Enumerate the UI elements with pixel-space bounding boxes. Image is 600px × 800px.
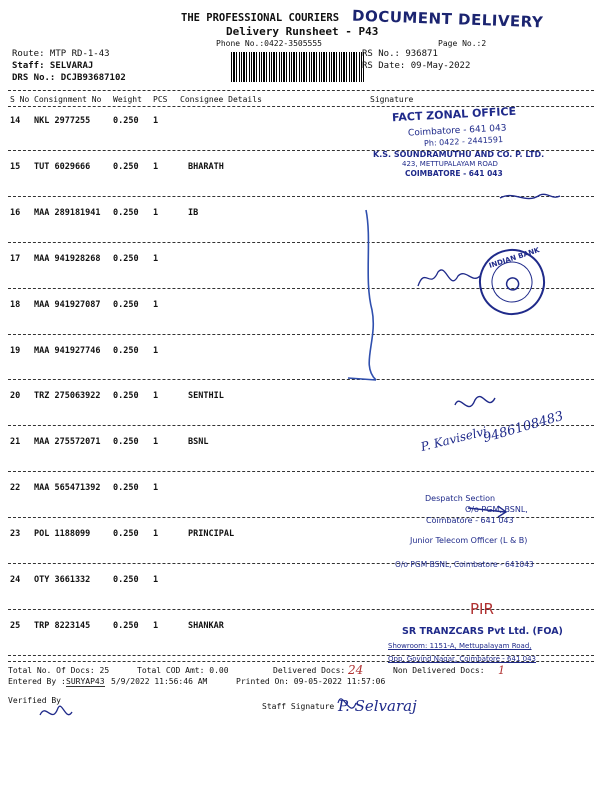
row-consignment-no: MAA 941927087 [34, 299, 101, 310]
fact-office-stamp-city: Coimbatore - 641 043 [407, 123, 507, 139]
handwritten-name: P. Kaviselvi [419, 424, 489, 454]
despatch-stamp-line4: Junior Telecom Officer (L & B) [410, 536, 528, 545]
staff-signature-name: P. Selvaraj [338, 697, 417, 715]
tranzcars-stamp-name: SR TRANZCARS Pvt Ltd. (FOA) [402, 626, 563, 637]
route: Route: MTP RD-1-43 [12, 49, 110, 59]
row-consignee: BSNL [188, 437, 209, 448]
row-consignee: SHANKAR [188, 620, 224, 631]
despatch-stamp-line3: Coimbatore - 641 043 [426, 516, 514, 525]
ks-company-stamp-name: K.S. SOUNDRAMUTHU AND CO. P. LTD. [373, 150, 545, 159]
row-consignment-no: NKL 2977255 [34, 116, 91, 126]
fact-office-stamp-title: FACT ZONAL OFFICE [391, 104, 517, 125]
handwritten-phone: 9486108483 [481, 408, 566, 447]
row-pcs: 1 [153, 483, 159, 494]
row-sno: 18 [10, 299, 21, 310]
row-pcs: 1 [153, 161, 159, 172]
row-consignment-no: MAA 275572071 [34, 437, 101, 448]
col-consignee-details: Consignee Details [180, 95, 262, 104]
row-consignee: BHARATH [188, 161, 224, 172]
phone-number: Phone No.:0422-3505555 [216, 39, 322, 48]
col-pcs: PCS [153, 95, 168, 104]
delivered-docs-value: 24 [348, 663, 364, 677]
row-pcs: 1 [153, 620, 159, 631]
despatch-stamp-line5: O/o PGM BSNL, Coimbatore - 641043 [395, 560, 534, 569]
row-sno: 14 [10, 116, 21, 126]
row-weight: 0.250 [113, 345, 139, 356]
drs-number: DRS No.: DCJB93687102 [12, 73, 126, 83]
footer-top-rule [8, 661, 594, 662]
row-pcs: 1 [153, 575, 159, 585]
verified-signature [40, 706, 72, 715]
fact-office-stamp-phone: Ph: 0422 - 2441591 [423, 134, 504, 149]
row-pcs: 1 [153, 529, 159, 540]
entered-datetime: 5/9/2022 11:56:46 AM [111, 677, 208, 686]
page-number: Page No.:2 [438, 39, 487, 48]
delivery-check-stroke [366, 210, 376, 380]
row-consignment-no: TRZ 275063922 [34, 391, 101, 402]
row-sno: 16 [10, 207, 21, 218]
document-delivery-stamp: DOCUMENT DELIVERY [351, 6, 544, 32]
ks-company-stamp-city: COIMBATORE - 641 043 [405, 169, 503, 178]
verified-by-label: Verified By [8, 696, 61, 705]
row-weight: 0.250 [113, 391, 139, 402]
row-weight: 0.250 [113, 116, 139, 126]
despatch-stamp-line2: O/o PGM, BSNL, [465, 505, 528, 514]
row-pcs: 1 [153, 437, 159, 448]
row-consignment-no: POL 1188099 [34, 529, 91, 540]
row-weight: 0.250 [113, 207, 139, 218]
delivered-docs-label: Delivered Docs: [273, 666, 346, 675]
row-weight: 0.250 [113, 253, 139, 264]
row-weight: 0.250 [113, 161, 139, 172]
row-consignment-no: OTY 3661332 [34, 575, 91, 585]
signature-row17 [418, 270, 480, 286]
row-weight: 0.250 [113, 483, 139, 494]
row-pcs: 1 [153, 345, 159, 356]
tranzcars-stamp-address1: Showroom: 1151-A, Mettupalayam Road, [388, 642, 532, 650]
row-weight: 0.250 [113, 620, 139, 631]
row-sno: 20 [10, 391, 21, 402]
entered-by-label: Entered By : [8, 677, 66, 686]
staff-signature-label: Staff Signature [262, 702, 335, 711]
signature-row20 [455, 397, 495, 407]
row-consignee: SENTHIL [188, 391, 224, 402]
col-signature: Signature [370, 95, 414, 104]
non-delivered-docs-label: Non Delivered Docs: [393, 666, 485, 675]
row-weight: 0.250 [113, 575, 139, 585]
printed-on: Printed On: 09-05-2022 11:57:06 [236, 677, 386, 686]
signature-row15 [500, 194, 560, 198]
row-sno: 21 [10, 437, 21, 448]
row-consignment-no: TRP 8223145 [34, 620, 91, 631]
row-sno: 25 [10, 620, 21, 631]
indian-bank-seal-text: INDIAN BANK [488, 246, 541, 270]
row-weight: 0.250 [113, 437, 139, 448]
row-weight: 0.250 [113, 529, 139, 540]
row-consignment-no: MAA 941927746 [34, 345, 101, 356]
staff-name: Staff: SELVARAJ [12, 61, 94, 71]
row-consignment-no: MAA 565471392 [34, 483, 101, 494]
row-pcs: 1 [153, 299, 159, 310]
runsheet-title: Delivery Runsheet - P43 [226, 25, 379, 38]
row-pcs: 1 [153, 207, 159, 218]
rs-number: RS No.: 936871 [362, 49, 438, 59]
row-sno: 23 [10, 529, 21, 540]
row-weight: 0.250 [113, 299, 139, 310]
row-pcs: 1 [153, 253, 159, 264]
entered-by-user: SURYAP43 [66, 677, 105, 686]
row-consignment-no: MAA 941928268 [34, 253, 101, 264]
tranzcars-stamp-address2: Opp. Govind Nagar, Coimbatore - 641 043 [388, 655, 536, 663]
despatch-stamp-line1: Despatch Section [425, 494, 496, 503]
row-sno: 15 [10, 161, 21, 172]
total-docs: Total No. Of Docs: 25 [8, 666, 110, 675]
row-consignment-no: TUT 6029666 [34, 161, 91, 172]
company-name: THE PROFESSIONAL COURIERS [181, 12, 340, 24]
total-cod: Total COD Amt: 0.00 [137, 666, 229, 675]
row-pcs: 1 [153, 391, 159, 402]
row-sno: 24 [10, 575, 21, 585]
col-consignment-no: Consignment No [34, 95, 102, 104]
row-sno: 22 [10, 483, 21, 494]
pir-mark: PIR [470, 600, 494, 618]
col-weight: Weight [113, 95, 142, 104]
row-sno: 19 [10, 345, 21, 356]
row-sno: 17 [10, 253, 21, 264]
row-consignment-no: MAA 289181941 [34, 207, 101, 218]
col-sno: S No [10, 95, 30, 104]
row-pcs: 1 [153, 116, 159, 126]
row-consignee: IB [188, 207, 199, 218]
rs-date: RS Date: 09-May-2022 [362, 61, 471, 71]
ks-company-stamp-address: 423, METTUPALAYAM ROAD [402, 160, 498, 168]
non-delivered-docs-value: 1 [498, 664, 505, 677]
row-consignee: PRINCIPAL [188, 529, 235, 540]
